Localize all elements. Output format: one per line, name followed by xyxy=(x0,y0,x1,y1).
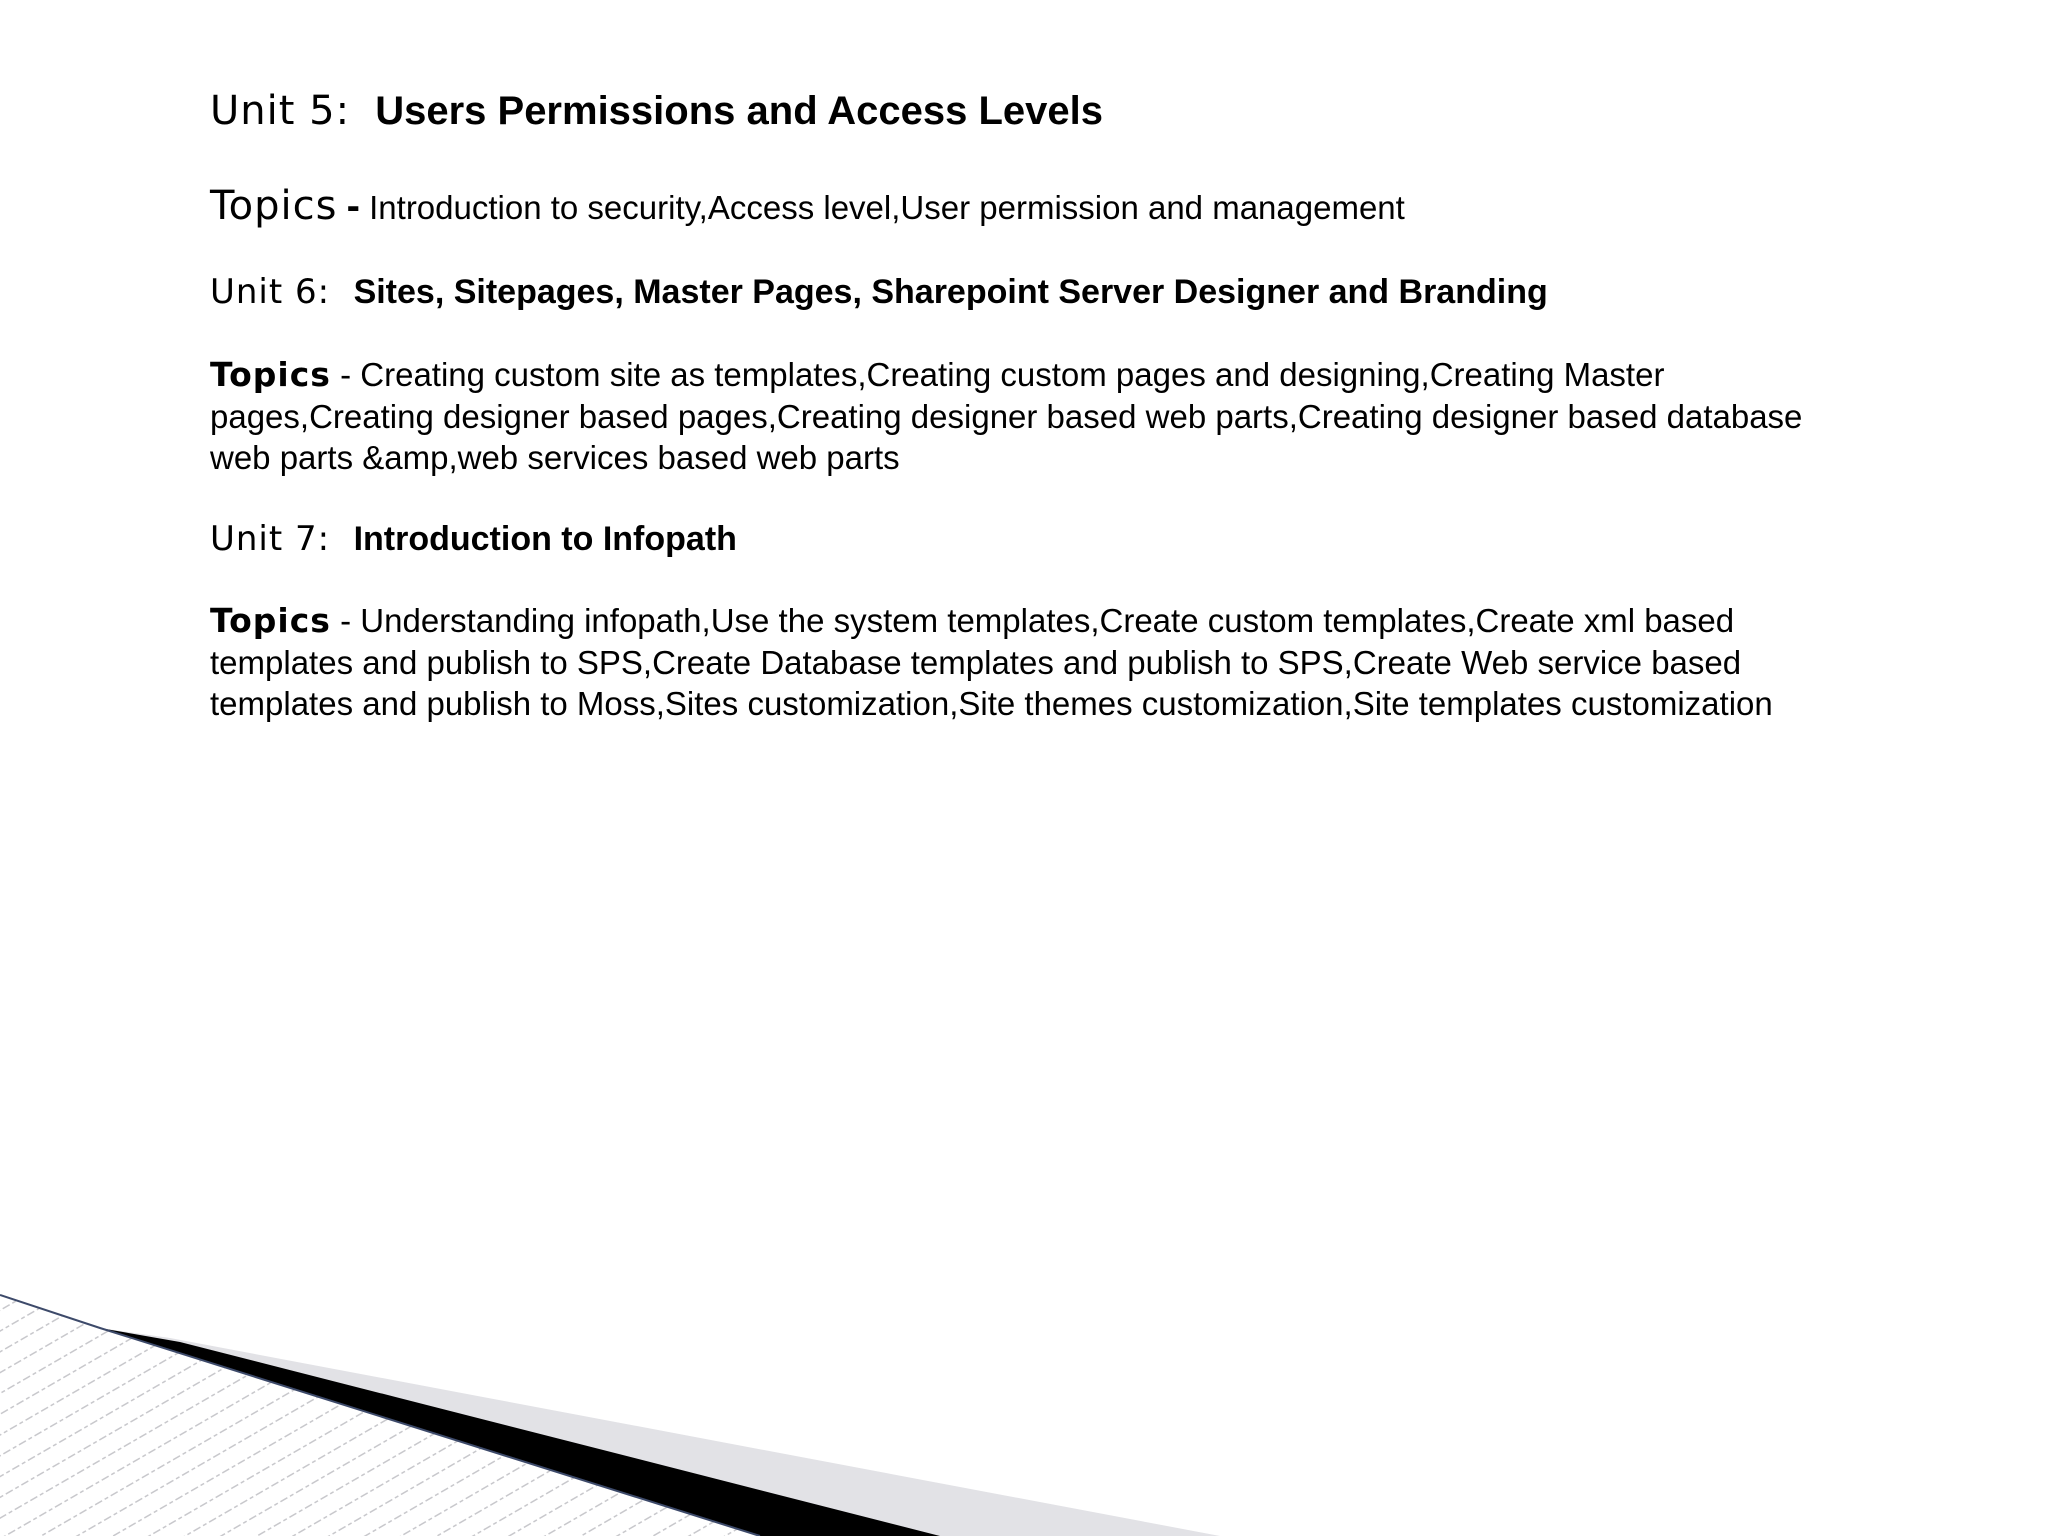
unit-6-title: Sites, Sitepages, Master Pages, Sharepoint Server Designer and Branding xyxy=(353,273,1548,311)
unit-6-topics xyxy=(210,354,1840,479)
unit-7-topics-text: Understanding infopath,Use the system templates,Create custom templates,Create xml based templates and publish to SPS,Create Database templates and publish to SPS,Create Web service based templates and publish to Moss,Sites customization,Site themes customization,Site templates customization xyxy=(210,602,1773,722)
unit-7-label: Unit 7: xyxy=(210,519,331,559)
unit-5-topics-label: Topics xyxy=(210,183,338,229)
unit-7-topics-label: Topics xyxy=(210,601,331,640)
unit-5-label: Unit 5: xyxy=(210,88,351,134)
unit-6-topics-text: Creating custom site as templates,Creating custom pages and designing,Creating Master pages,Creating designer based pages,Creating designer based web parts,Creating designer based database web parts &amp,web services based web parts xyxy=(210,356,1803,476)
unit-6-topics-label: Topics xyxy=(210,355,331,394)
unit-6-topics-dash: - xyxy=(340,356,352,393)
unit-7-heading xyxy=(210,519,737,559)
unit-7-topics-dash: - xyxy=(340,602,352,639)
unit-7-title: Introduction to Infopath xyxy=(353,520,737,558)
unit-7-topics xyxy=(210,600,1840,725)
unit-5-topics xyxy=(210,183,1840,229)
unit-5-title: Users Permissions and Access Levels xyxy=(375,89,1104,133)
unit-6-heading xyxy=(210,272,1548,312)
unit-5-heading xyxy=(210,88,1103,134)
unit-5-topics-text: Introduction to security,Access level,User permission and management xyxy=(369,189,1405,226)
unit-6-label: Unit 6: xyxy=(210,272,331,312)
unit-5-topics-dash: - xyxy=(346,184,360,228)
